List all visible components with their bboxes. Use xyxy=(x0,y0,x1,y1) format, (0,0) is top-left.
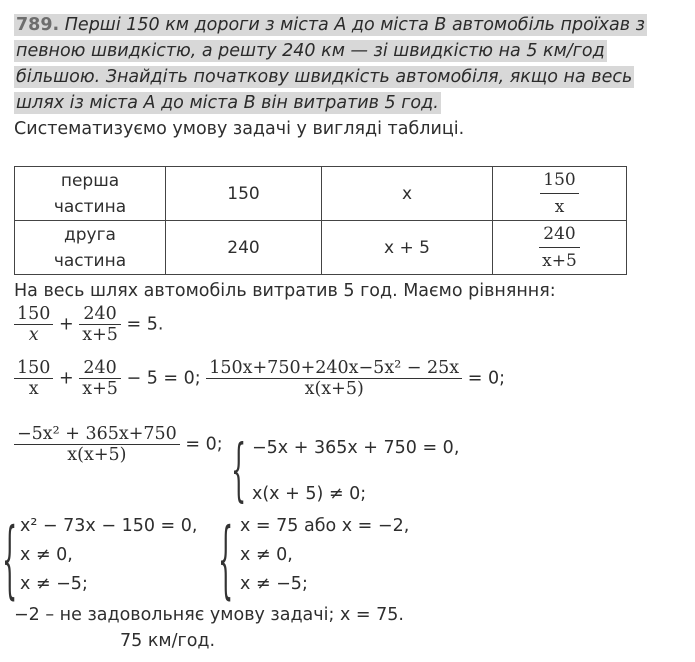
system-b-line-2: x ≠ 0, xyxy=(240,545,293,565)
conclusion-text: −2 – не задовольняє умову задачі; x = 75. xyxy=(14,605,404,625)
equation-intro: На весь шлях автомобіль витратив 5 год. Маємо рівняння: xyxy=(14,281,556,301)
table-cell-speed: x + 5 xyxy=(322,221,493,275)
system-a-line-2: x ≠ 0, xyxy=(20,545,73,565)
system-b-line-1: x = 75 або x = −2, xyxy=(240,516,410,536)
system-eq-1: −5x + 365x + 750 = 0, xyxy=(252,438,460,458)
table-cell-label: друга частина xyxy=(15,221,166,275)
system-eq-2: x(x + 5) ≠ 0; xyxy=(252,484,367,504)
condition-table xyxy=(14,166,627,275)
system-a-line-3: x ≠ −5; xyxy=(20,574,88,594)
problem-text: шлях із міста A до міста B він витратив 5 год. xyxy=(16,93,439,113)
system-brace: { xyxy=(2,512,18,609)
problem-text: певною швидкістю, а решту 240 км — зі швидкістю на 5 км/год xyxy=(16,41,605,61)
table-cell-label: перша частина xyxy=(15,167,166,221)
table-cell-distance: 150 xyxy=(166,167,322,221)
problem-number: 789. xyxy=(16,15,60,35)
system-brace: { xyxy=(218,512,234,609)
problem-line-4 xyxy=(14,90,441,116)
answer-text: 75 км/год. xyxy=(120,631,216,651)
intro-text: Систематизуємо умову задачі у вигляді таблиці. xyxy=(14,119,465,139)
table-cell-time: $\frac{150}{x}$ xyxy=(493,167,627,221)
table-cell-distance: 240 xyxy=(166,221,322,275)
problem-text: Перші 150 км дороги з міста A до міста B автомобіль проїхав з xyxy=(64,15,645,35)
equation-3: $\frac{\text{−5x² + 365x+750}}{x(x+5)}$ = 0; xyxy=(14,424,223,465)
problem-text: більшою. Знайдіть початкову швидкість автомобіля, якщо на весь xyxy=(16,67,633,87)
table-row xyxy=(15,221,627,275)
system-a-line-1: x² − 73x − 150 = 0, xyxy=(20,516,198,536)
table-cell-speed: x xyxy=(322,167,493,221)
equation-1: $\frac{150}{x}$ + $\frac{240}{x+5}$ = 5. xyxy=(14,304,163,345)
table-cell-time: $\frac{240}{x+5}$ xyxy=(493,221,627,275)
system-brace: { xyxy=(231,432,247,511)
problem-line-1 xyxy=(14,12,647,38)
equation-2: $\frac{150}{x}$ + $\frac{240}{x+5}$ − 5 = 0; $\frac{\text{150x+750+240x−5x² − 25x}}{x(x+5)}$ = 0; xyxy=(14,358,505,399)
problem-line-3 xyxy=(14,64,634,90)
system-b-line-3: x ≠ −5; xyxy=(240,574,308,594)
table-row xyxy=(15,167,627,221)
problem-line-2 xyxy=(14,38,607,64)
